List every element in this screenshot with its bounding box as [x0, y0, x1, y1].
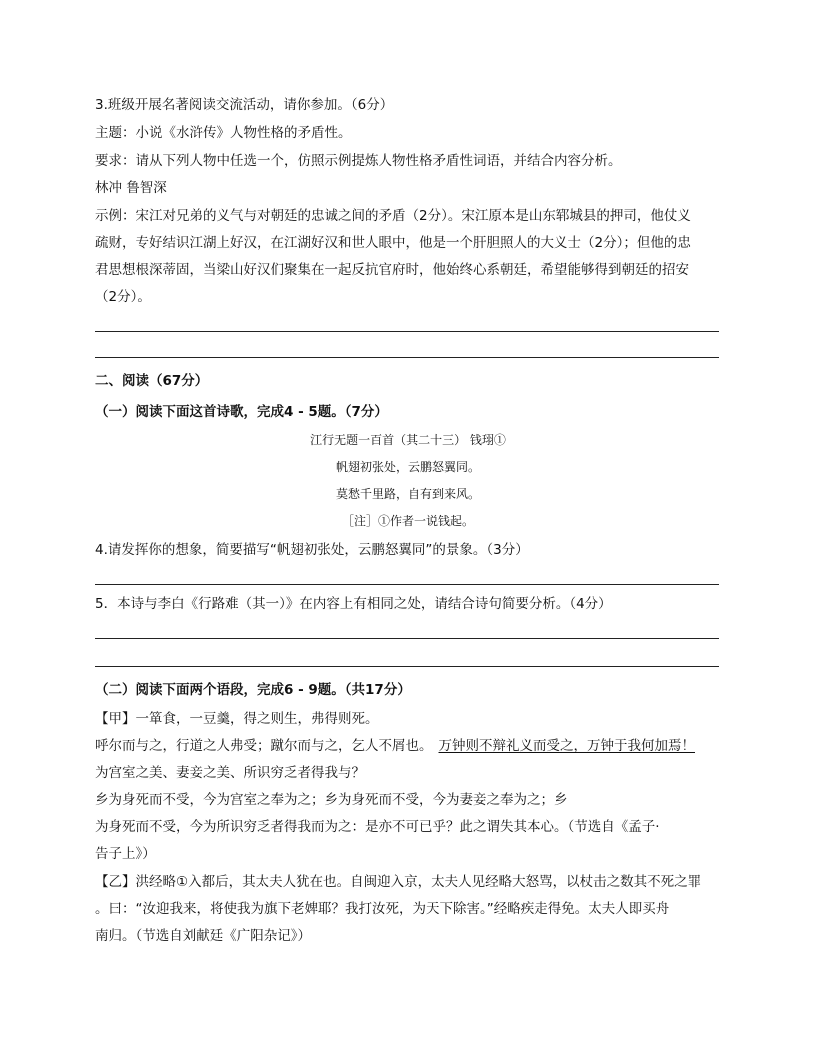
question-3-characters: 林冲 鲁智深	[95, 180, 167, 196]
question-3-example-line-2: 疏财，专好结识江湖上好汉，在江湖好汉和世人眼中，他是一个肝胆照人的大义士（2分）；但他的忠	[95, 235, 691, 251]
question-4: 4.请发挥你的想象，简要描写“帆翅初张处，云鹏怒翼同”的景象。（3分）	[95, 542, 529, 558]
poem-note: ［注］①作者一说钱起。	[341, 514, 474, 528]
passage-jia-line-2-plain: 呼尔而与之，行道之人弗受；蹴尔而与之，乞人不屑也。	[95, 738, 433, 754]
passage-jia-line-4: 乡为身死而不受，今为宫室之奉为之；乡为身死而不受，今为妻妾之奉为之；乡	[95, 792, 568, 808]
answer-line	[95, 584, 719, 585]
answer-line	[95, 638, 719, 639]
part-1-title: （一）阅读下面这首诗歌，完成4 - 5题。（7分）	[95, 404, 388, 420]
poem-line-2: 莫愁千里路，自有到来风。	[335, 487, 480, 501]
question-3-theme: 主题：小说《水浒传》人物性格的矛盾性。	[95, 125, 352, 141]
passage-jia-line-1: 【甲】一箪食，一豆羹，得之则生，弗得则死。	[95, 711, 379, 727]
poem-title: 江行无题一百首（其二十三） 钱珝①	[310, 433, 506, 447]
passage-jia-underlined-sentence: 万钟则不辩礼义而受之，万钟于我何加焉！	[438, 738, 695, 754]
passage-yi-line-3: 南归。（节选自刘献廷《广阳杂记》）	[95, 928, 311, 944]
passage-jia-line-5: 为身死而不受，今为所识穷乏者得我而为之：是亦不可已乎？此之谓失其本心。（节选自《孟子·	[95, 819, 660, 835]
question-3-example-line-3: 君思想根深蒂固，当梁山好汉们聚集在一起反抗官府时，他始终心系朝廷，希望能够得到朝廷的招安	[95, 262, 689, 278]
passage-yi-line-1: 【乙】洪经略①入都后，其太夫人犹在也。自闽迎入京，太夫人见经略大怒骂，以杖击之数其不死之罪	[95, 874, 702, 890]
section-2-title: 二、阅读（67分）	[95, 373, 209, 389]
question-3-example-line-1: 示例：宋江对兄弟的义气与对朝廷的忠诚之间的矛盾（2分）。宋江原本是山东郓城县的押司，他仗义	[95, 208, 691, 224]
passage-jia-line-3: 为宫室之美、妻妾之美、所识穷乏者得我与？	[95, 765, 365, 781]
question-3-title: 3.班级开展名著阅读交流活动，请你参加。（6分）	[95, 97, 394, 113]
question-5: 5．本诗与李白《行路难（其一）》在内容上有相同之处，请结合诗句简要分析。（4分）	[95, 596, 612, 612]
passage-yi-line-2: 。曰：“汝迎我来，将使我为旗下老婢耶？我打汝死，为天下除害。”经略疾走得免。太夫人即买舟	[95, 901, 670, 917]
passage-jia-line-6: 告子上》）	[95, 846, 156, 862]
answer-line	[95, 666, 719, 667]
question-3-requirement: 要求：请从下列人物中任选一个，仿照示例提炼人物性格矛盾性词语，并结合内容分析。	[95, 153, 622, 169]
question-3-example-line-4: （2分）。	[95, 289, 151, 305]
poem-line-1: 帆翅初张处，云鹏怒翼同。	[335, 460, 480, 474]
answer-line	[95, 331, 719, 332]
passage-jia-line-2	[95, 737, 695, 755]
part-2-title: （二）阅读下面两个语段，完成6 - 9题。（共17分）	[95, 682, 411, 698]
answer-line	[95, 357, 719, 358]
